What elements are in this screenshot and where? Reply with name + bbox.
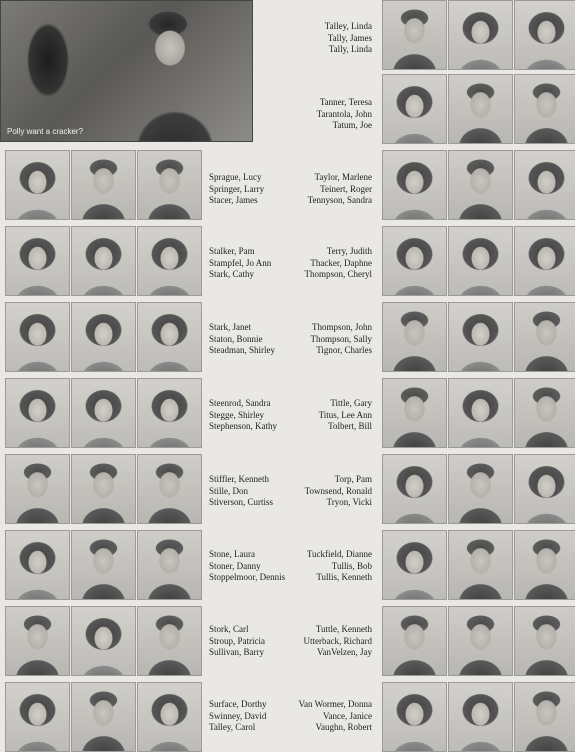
name-block-4-left [209, 246, 271, 281]
student-name: Stork, Carl [209, 624, 249, 634]
candid-photo [0, 0, 253, 142]
student-name: Stiverson, Curtiss [209, 497, 274, 507]
name-block-7-right [305, 474, 372, 509]
portrait-photo [448, 0, 513, 70]
name-block-1 [325, 21, 372, 56]
name-block-9-right [304, 624, 372, 659]
name-block-9-left [209, 624, 265, 659]
portrait-photo [71, 378, 136, 448]
student-name: Vance, Janice [323, 710, 372, 721]
portrait-photo [514, 454, 575, 524]
name-block-6-left [209, 398, 277, 433]
portrait-photo [448, 226, 513, 296]
student-name: Tatum, Joe [332, 120, 372, 130]
portrait-photo [514, 378, 575, 448]
portrait-photo [137, 302, 202, 372]
student-name: Sullivan, Barry [209, 647, 264, 657]
student-name: Terry, Judith [326, 246, 372, 256]
name-block-6-right [319, 398, 372, 433]
name-block-3-right [308, 172, 372, 207]
portrait-photo [5, 302, 70, 372]
student-name: Van Wormer, Donna [298, 699, 372, 709]
student-name: Stampfel, Jo Ann [209, 257, 272, 268]
student-name: Tuckfield, Dianne [306, 549, 372, 559]
portrait-photo [71, 150, 136, 220]
student-name: Utterback, Richard [303, 635, 372, 646]
portrait-photo [137, 682, 202, 752]
portrait-photo [514, 74, 575, 144]
student-name: Tally, James [327, 32, 372, 43]
student-name: Tanner, Teresa [319, 97, 372, 107]
name-block-10-right [299, 699, 372, 734]
student-name: Thompson, John [311, 322, 372, 332]
student-name: Tullis, Kenneth [316, 572, 372, 582]
portrait-photo [5, 682, 70, 752]
student-name: Stoppelmoor, Dennis [209, 572, 286, 582]
student-name: Taylor, Marlene [314, 172, 372, 182]
portrait-photo [514, 226, 575, 296]
student-name: Stark, Cathy [209, 269, 254, 279]
student-name: Torp, Pam [334, 474, 372, 484]
name-block-8-right [307, 549, 372, 584]
portrait-photo [448, 682, 513, 752]
name-block-2 [317, 97, 372, 132]
portrait-photo [448, 378, 513, 448]
portrait-photo [448, 150, 513, 220]
portrait-photo [71, 530, 136, 600]
portrait-photo [382, 150, 447, 220]
student-name: Tolbert, Bill [328, 421, 372, 431]
name-block-3-left [209, 172, 264, 207]
candid-caption: Polly want a cracker? [7, 127, 84, 136]
student-name: Stephenson, Kathy [209, 421, 277, 431]
portrait-photo [514, 530, 575, 600]
student-name: Tullis, Bob [331, 560, 372, 571]
student-name: Thacker, Daphne [310, 257, 372, 268]
portrait-photo [448, 454, 513, 524]
portrait-photo [5, 150, 70, 220]
portrait-photo [71, 302, 136, 372]
portrait-photo [5, 378, 70, 448]
portrait-photo [5, 530, 70, 600]
student-name: Sprague, Lucy [209, 172, 262, 182]
student-name: Tignor, Charles [316, 345, 372, 355]
portrait-photo [382, 454, 447, 524]
portrait-photo [382, 606, 447, 676]
portrait-photo [514, 150, 575, 220]
portrait-photo [5, 606, 70, 676]
portrait-photo [382, 0, 447, 70]
name-block-8-left [209, 549, 285, 584]
portrait-photo [514, 0, 575, 70]
student-name: Stroup, Patricia [209, 635, 265, 646]
name-block-10-left [209, 699, 266, 734]
portrait-photo [514, 682, 575, 752]
portrait-photo [137, 606, 202, 676]
portrait-photo [5, 226, 70, 296]
name-block-4-right [305, 246, 373, 281]
student-name: Tennyson, Sandra [307, 195, 372, 205]
portrait-photo [71, 454, 136, 524]
student-name: Talley, Linda [324, 21, 372, 31]
portrait-photo [382, 378, 447, 448]
student-name: Tryon, Vicki [326, 497, 372, 507]
name-block-5-left [209, 322, 275, 357]
student-name: VanVelzen, Jay [317, 647, 372, 657]
portrait-photo [71, 606, 136, 676]
student-name: Stegge, Shirley [209, 409, 264, 420]
portrait-photo [448, 530, 513, 600]
student-name: Thompson, Cheryl [304, 269, 372, 279]
student-name: Stark, Janet [209, 322, 251, 332]
portrait-photo [448, 606, 513, 676]
student-name: Stone, Laura [209, 549, 255, 559]
portrait-photo [514, 302, 575, 372]
student-name: Tally, Linda [328, 44, 372, 54]
student-name: Townsend, Ronald [304, 485, 372, 496]
portrait-photo [137, 226, 202, 296]
portrait-photo [137, 150, 202, 220]
portrait-photo [137, 454, 202, 524]
portrait-photo [382, 74, 447, 144]
student-name: Stoner, Danny [209, 560, 261, 571]
student-name: Swinney, David [209, 710, 267, 721]
student-name: Tittle, Gary [330, 398, 372, 408]
student-name: Titus, Lee Ann [318, 409, 372, 420]
portrait-photo [382, 226, 447, 296]
student-name: Tuttle, Kenneth [315, 624, 372, 634]
student-name: Surface, Dorthy [209, 699, 267, 709]
student-name: Tarantola, John [316, 108, 372, 119]
student-name: Stille, Don [209, 485, 249, 496]
portrait-photo [382, 530, 447, 600]
student-name: Stacer, James [209, 195, 258, 205]
name-block-7-left [209, 474, 273, 509]
student-name: Thompson, Sally [310, 333, 372, 344]
student-name: Teinert, Roger [320, 183, 372, 194]
portrait-photo [137, 378, 202, 448]
student-name: Staton, Bonnie [209, 333, 263, 344]
student-name: Stalker, Pam [209, 246, 255, 256]
student-name: Steadman, Shirley [209, 345, 275, 355]
portrait-photo [71, 682, 136, 752]
portrait-photo [137, 530, 202, 600]
portrait-photo [514, 606, 575, 676]
portrait-photo [5, 454, 70, 524]
student-name: Steenrod, Sandra [209, 398, 271, 408]
student-name: Vaughn, Robert [315, 722, 372, 732]
portrait-photo [71, 226, 136, 296]
portrait-photo [448, 74, 513, 144]
name-block-5-right [310, 322, 372, 357]
student-name: Stiffler, Kenneth [209, 474, 269, 484]
student-name: Talley, Carol [209, 722, 256, 732]
portrait-photo [448, 302, 513, 372]
portrait-photo [382, 682, 447, 752]
portrait-photo [382, 302, 447, 372]
student-name: Springer, Larry [209, 183, 265, 194]
